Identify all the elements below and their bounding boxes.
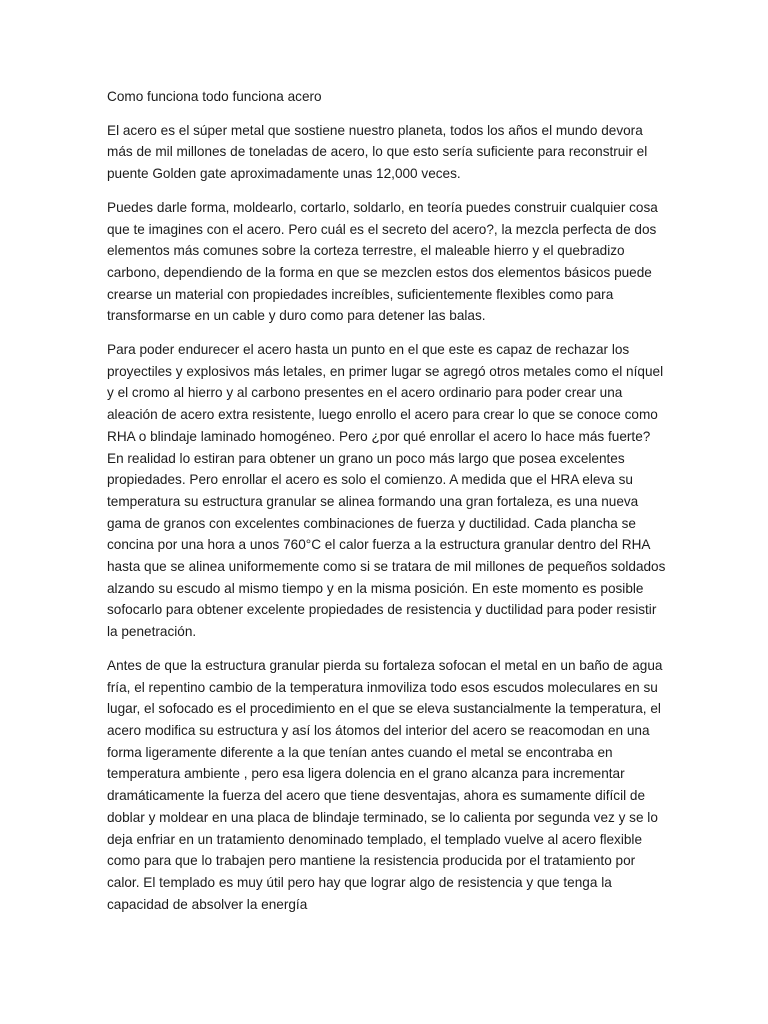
document-page xyxy=(107,86,667,927)
paragraph-4: Antes de que la estructura granular pierda su fortaleza sofocan el metal en un baño de agua fría, el repentino cambio de la temperatura inmoviliza todo esos escudos moleculares en su lugar, el sofocado es el procedimiento en el que se eleva sustancialmente la temperatura, el acero modifica su estructura y así los átomos del interior del acero se reacomodan en una forma ligeramente diferente a la que tenían antes cuando el metal se encontraba en temperatura ambiente , pero esa ligera dolencia en el grano alcanza para incrementar dramáticamente la fuerza del acero que tiene desventajas, ahora es sumamente difícil de doblar y moldear en una placa de blindaje terminado, se lo calienta por segunda vez y se lo deja enfriar en un tratamiento denominado templado, el templado vuelve al acero flexible como para que lo trabajen pero mantiene la resistencia producida por el tratamiento por calor. El templado es muy útil pero hay que lograr algo de resistencia y que tenga la capacidad de absolver la energía xyxy=(107,657,663,912)
paragraph-1: El acero es el súper metal que sostiene nuestro planeta, todos los años el mundo devora más de mil millones de toneladas de acero, lo que esto sería suficiente para reconstruir el puente Golden gate aproximadamente unas 12,000 veces. xyxy=(107,122,648,182)
paragraph-3: Para poder endurecer el acero hasta un punto en el que este es capaz de rechazar los proyectiles y explosivos más letales, en primer lugar se agregó otros metales como el níquel y el cromo al hierro y al carbono presentes en el acero ordinario para poder crear una aleación de acero extra resistente, luego enrollo el acero para crear lo que se conoce como RHA o blindaje laminado homogéneo. Pero ¿por qué enrollar el acero lo hace más fuerte? En realidad lo estiran para obtener un grano un poco más largo que posea excelentes propiedades. Pero enrollar el acero es solo el comienzo. A medida que el HRA eleva su temperatura su estructura granular se alinea formando una gran fortaleza, es una nueva gama de granos con excelentes combinaciones de fuerza y ductilidad. Cada plancha se concina por una hora a unos 760°C el calor fuerza a la estructura granular dentro del RHA hasta que se alinea uniformemente como si se tratara de mil millones de pequeños soldados alzando su escudo al mismo tiempo y en la misma posición. En este momento es posible sofocarlo para obtener excelente propiedades de resistencia y ductilidad para poder resistir la penetración. xyxy=(107,342,666,640)
document-title: Como funciona todo funciona acero xyxy=(107,89,322,104)
paragraph-2: Puedes darle forma, moldearlo, cortarlo, soldarlo, en teoría puedes construir cualquier cosa que te imagines con el acero. Pero cuál es el secreto del acero?, la mezcla perfecta de dos elementos más comunes sobre la corteza terrestre, el maleable hierro y el quebradizo carbono, dependiendo de la forma en que se mezclen estos dos elementos básicos puede crearse un material con propiedades increíbles, suficientemente flexibles como para transformarse en un cable y duro como para detener las balas. xyxy=(107,199,658,324)
